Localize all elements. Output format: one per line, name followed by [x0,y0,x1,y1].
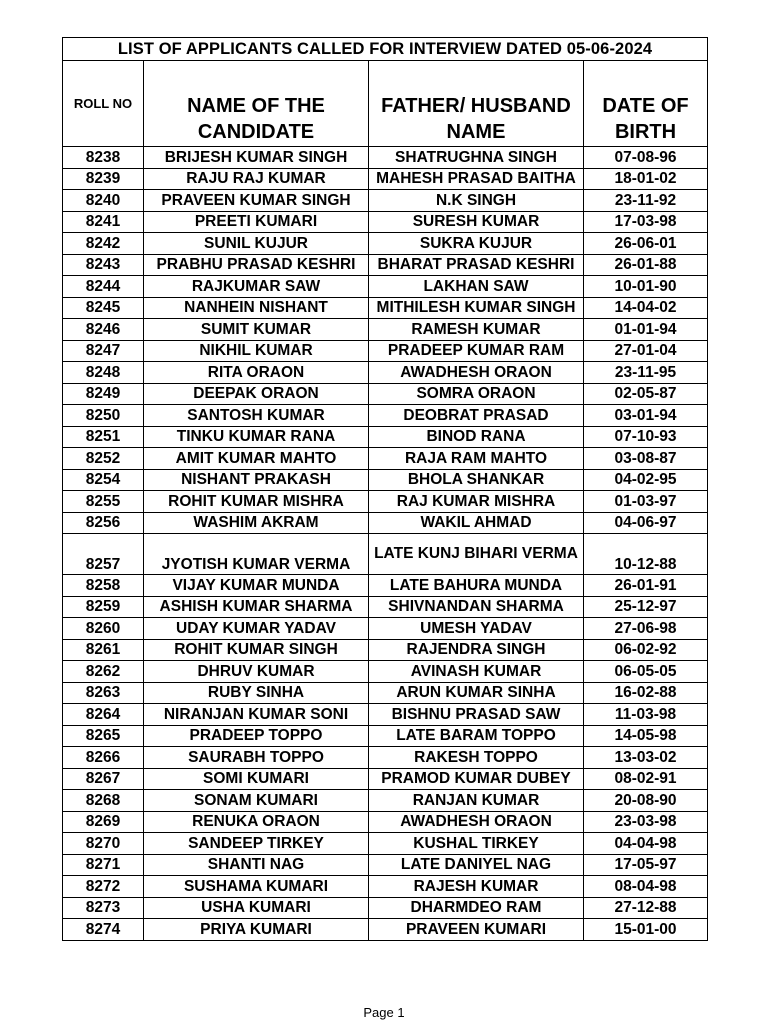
candidate-name-cell: TINKU KUMAR RANA [144,426,369,448]
father-husband-name-cell: SOMRA ORAON [369,383,584,405]
date-of-birth-cell: 27-12-88 [584,897,708,919]
candidate-name-cell: JYOTISH KUMAR VERMA [144,534,369,575]
father-husband-name-cell: PRAMOD KUMAR DUBEY [369,768,584,790]
table-row [63,168,708,190]
table-row [63,383,708,405]
father-husband-name-cell: MAHESH PRASAD BAITHA [369,168,584,190]
candidate-name-cell: SAURABH TOPPO [144,747,369,769]
roll-no-cell: 8242 [63,233,144,255]
father-husband-name-cell: BHARAT PRASAD KESHRI [369,254,584,276]
table-row [63,362,708,384]
roll-no-cell: 8245 [63,297,144,319]
roll-no-cell: 8252 [63,448,144,470]
table-row [63,854,708,876]
table-row [63,790,708,812]
father-husband-name-cell: LAKHAN SAW [369,276,584,298]
father-husband-name-cell: ARUN KUMAR SINHA [369,682,584,704]
roll-no-cell: 8270 [63,833,144,855]
father-husband-name-cell: LATE BARAM TOPPO [369,725,584,747]
date-of-birth-cell: 10-12-88 [584,534,708,575]
father-husband-name-cell: MITHILESH KUMAR SINGH [369,297,584,319]
table-row [63,725,708,747]
father-husband-name-cell: RAJENDRA SINGH [369,639,584,661]
roll-no-cell: 8268 [63,790,144,812]
table-row [63,876,708,898]
date-of-birth-cell: 01-01-94 [584,319,708,341]
date-of-birth-cell: 04-06-97 [584,512,708,534]
date-of-birth-cell: 13-03-02 [584,747,708,769]
roll-no-cell: 8246 [63,319,144,341]
date-of-birth-cell: 01-03-97 [584,491,708,513]
candidate-name-cell: NIKHIL KUMAR [144,340,369,362]
date-of-birth-cell: 17-05-97 [584,854,708,876]
date-of-birth-cell: 25-12-97 [584,596,708,618]
date-of-birth-cell: 16-02-88 [584,682,708,704]
page-number: Page 1 [363,1005,405,1020]
date-of-birth-cell: 20-08-90 [584,790,708,812]
table-row [63,919,708,941]
candidate-name-cell: SONAM KUMARI [144,790,369,812]
header-dob-line2: BIRTH [614,121,677,143]
roll-no-cell: 8264 [63,704,144,726]
title-row [63,38,708,61]
candidate-name-cell: SUSHAMA KUMARI [144,876,369,898]
table-row [63,190,708,212]
roll-no-cell: 8266 [63,747,144,769]
roll-no-cell: 8241 [63,211,144,233]
candidate-name-cell: UDAY KUMAR YADAV [144,618,369,640]
roll-no-cell: 8251 [63,426,144,448]
roll-no-cell: 8239 [63,168,144,190]
document-title: LIST OF APPLICANTS CALLED FOR INTERVIEW DATED 05-06-2024 [63,38,708,61]
date-of-birth-cell: 04-04-98 [584,833,708,855]
father-husband-name-cell: SHATRUGHNA SINGH [369,147,584,169]
date-of-birth-cell: 26-06-01 [584,233,708,255]
table-row [63,512,708,534]
candidate-name-cell: DHRUV KUMAR [144,661,369,683]
table-row [63,211,708,233]
candidate-name-cell: NIRANJAN KUMAR SONI [144,704,369,726]
candidate-name-cell: RAJU RAJ KUMAR [144,168,369,190]
father-husband-name-cell: LATE BAHURA MUNDA [369,575,584,597]
header-date-of-birth [584,61,708,147]
header-candidate-name-line2: CANDIDATE [197,121,315,143]
table-row [63,147,708,169]
candidate-name-cell: RITA ORAON [144,362,369,384]
date-of-birth-cell: 03-08-87 [584,448,708,470]
roll-no-cell: 8262 [63,661,144,683]
date-of-birth-cell: 18-01-02 [584,168,708,190]
date-of-birth-cell: 07-08-96 [584,147,708,169]
candidate-name-cell: DEEPAK ORAON [144,383,369,405]
roll-no-cell: 8247 [63,340,144,362]
roll-no-cell: 8254 [63,469,144,491]
date-of-birth-cell: 06-05-05 [584,661,708,683]
table-row [63,469,708,491]
candidate-name-cell: ROHIT KUMAR SINGH [144,639,369,661]
header-father-line1: FATHER/ HUSBAND [381,95,571,117]
table-row [63,811,708,833]
roll-no-cell: 8238 [63,147,144,169]
roll-no-cell: 8257 [63,534,144,575]
header-dob-line1: DATE OF [602,95,689,117]
roll-no-cell: 8267 [63,768,144,790]
candidate-name-cell: SOMI KUMARI [144,768,369,790]
date-of-birth-cell: 02-05-87 [584,383,708,405]
roll-no-cell: 8249 [63,383,144,405]
table-row [63,319,708,341]
candidate-name-cell: VIJAY KUMAR MUNDA [144,575,369,597]
roll-no-cell: 8244 [63,276,144,298]
father-husband-name-cell: RANJAN KUMAR [369,790,584,812]
date-of-birth-cell: 06-02-92 [584,639,708,661]
roll-no-cell: 8263 [63,682,144,704]
roll-no-cell: 8256 [63,512,144,534]
father-husband-name-cell: N.K SINGH [369,190,584,212]
candidate-name-cell: RENUKA ORAON [144,811,369,833]
candidate-name-cell: PRAVEEN KUMAR SINGH [144,190,369,212]
candidate-name-cell: SHANTI NAG [144,854,369,876]
father-husband-name-cell: DHARMDEO RAM [369,897,584,919]
father-husband-name-cell: SHIVNANDAN SHARMA [369,596,584,618]
table-row [63,491,708,513]
father-husband-name-cell: AWADHESH ORAON [369,362,584,384]
father-husband-name-cell: SUKRA KUJUR [369,233,584,255]
candidate-name-cell: AMIT KUMAR MAHTO [144,448,369,470]
date-of-birth-cell: 10-01-90 [584,276,708,298]
roll-no-cell: 8272 [63,876,144,898]
date-of-birth-cell: 04-02-95 [584,469,708,491]
table-row [63,704,708,726]
candidate-name-cell: ASHISH KUMAR SHARMA [144,596,369,618]
header-roll-no: ROLL NO [63,61,144,147]
table-row [63,575,708,597]
table-row [63,661,708,683]
candidate-name-cell: PRADEEP TOPPO [144,725,369,747]
roll-no-cell: 8274 [63,919,144,941]
father-husband-name-cell: LATE DANIYEL NAG [369,854,584,876]
table-row [63,618,708,640]
table-row [63,534,708,575]
candidate-name-cell: ROHIT KUMAR MISHRA [144,491,369,513]
table-row [63,682,708,704]
table-row [63,297,708,319]
candidate-name-cell: NISHANT PRAKASH [144,469,369,491]
roll-no-cell: 8260 [63,618,144,640]
candidate-name-cell: SANTOSH KUMAR [144,405,369,427]
table-row [63,426,708,448]
roll-no-cell: 8248 [63,362,144,384]
father-husband-name-cell: RAJ KUMAR MISHRA [369,491,584,513]
father-husband-name-cell: UMESH YADAV [369,618,584,640]
candidate-name-cell: BRIJESH KUMAR SINGH [144,147,369,169]
date-of-birth-cell: 07-10-93 [584,426,708,448]
header-father-line2: NAME [446,121,506,143]
roll-no-cell: 8250 [63,405,144,427]
father-husband-name-cell: BINOD RANA [369,426,584,448]
table-row [63,768,708,790]
header-candidate-name-line1: NAME OF THE [187,95,325,117]
table-row [63,639,708,661]
date-of-birth-cell: 27-06-98 [584,618,708,640]
table-row [63,340,708,362]
table-row [63,405,708,427]
father-husband-name-cell: AVINASH KUMAR [369,661,584,683]
father-husband-name-cell: BISHNU PRASAD SAW [369,704,584,726]
father-husband-name-cell: WAKIL AHMAD [369,512,584,534]
date-of-birth-cell: 14-04-02 [584,297,708,319]
candidate-name-cell: SUNIL KUJUR [144,233,369,255]
roll-no-cell: 8265 [63,725,144,747]
roll-no-cell: 8255 [63,491,144,513]
date-of-birth-cell: 23-03-98 [584,811,708,833]
date-of-birth-cell: 11-03-98 [584,704,708,726]
father-husband-name-cell: PRAVEEN KUMARI [369,919,584,941]
header-father-husband-name [369,61,584,147]
date-of-birth-cell: 23-11-95 [584,362,708,384]
date-of-birth-cell: 26-01-91 [584,575,708,597]
candidate-name-cell: NANHEIN NISHANT [144,297,369,319]
candidate-name-cell: RAJKUMAR SAW [144,276,369,298]
table-row [63,233,708,255]
candidate-name-cell: RUBY SINHA [144,682,369,704]
date-of-birth-cell: 14-05-98 [584,725,708,747]
header-candidate-name [144,61,369,147]
roll-no-cell: 8243 [63,254,144,276]
candidate-name-cell: PREETI KUMARI [144,211,369,233]
roll-no-cell: 8240 [63,190,144,212]
candidate-name-cell: PRIYA KUMARI [144,919,369,941]
date-of-birth-cell: 27-01-04 [584,340,708,362]
table-row [63,747,708,769]
candidate-name-cell: USHA KUMARI [144,897,369,919]
date-of-birth-cell: 03-01-94 [584,405,708,427]
table-row [63,897,708,919]
father-husband-name-cell: KUSHAL TIRKEY [369,833,584,855]
header-row [63,61,708,147]
roll-no-cell: 8261 [63,639,144,661]
father-husband-name-cell: LATE KUNJ BIHARI VERMA [369,534,584,575]
candidate-name-cell: WASHIM AKRAM [144,512,369,534]
roll-no-cell: 8271 [63,854,144,876]
father-husband-name-cell: RAMESH KUMAR [369,319,584,341]
table-row [63,448,708,470]
father-husband-name-cell: SURESH KUMAR [369,211,584,233]
table-row [63,833,708,855]
date-of-birth-cell: 08-02-91 [584,768,708,790]
candidate-name-cell: SUMIT KUMAR [144,319,369,341]
roll-no-cell: 8269 [63,811,144,833]
applicants-table [62,37,708,941]
date-of-birth-cell: 26-01-88 [584,254,708,276]
table-row [63,596,708,618]
father-husband-name-cell: BHOLA SHANKAR [369,469,584,491]
candidate-name-cell: SANDEEP TIRKEY [144,833,369,855]
date-of-birth-cell: 23-11-92 [584,190,708,212]
father-husband-name-cell: RAJESH KUMAR [369,876,584,898]
father-husband-name-cell: PRADEEP KUMAR RAM [369,340,584,362]
father-husband-name-cell: DEOBRAT PRASAD [369,405,584,427]
father-husband-name-cell: AWADHESH ORAON [369,811,584,833]
date-of-birth-cell: 15-01-00 [584,919,708,941]
candidate-name-cell: PRABHU PRASAD KESHRI [144,254,369,276]
roll-no-cell: 8259 [63,596,144,618]
roll-no-cell: 8273 [63,897,144,919]
father-husband-name-cell: RAJA RAM MAHTO [369,448,584,470]
father-husband-name-cell: RAKESH TOPPO [369,747,584,769]
roll-no-cell: 8258 [63,575,144,597]
date-of-birth-cell: 17-03-98 [584,211,708,233]
date-of-birth-cell: 08-04-98 [584,876,708,898]
table-row [63,254,708,276]
table-row [63,276,708,298]
